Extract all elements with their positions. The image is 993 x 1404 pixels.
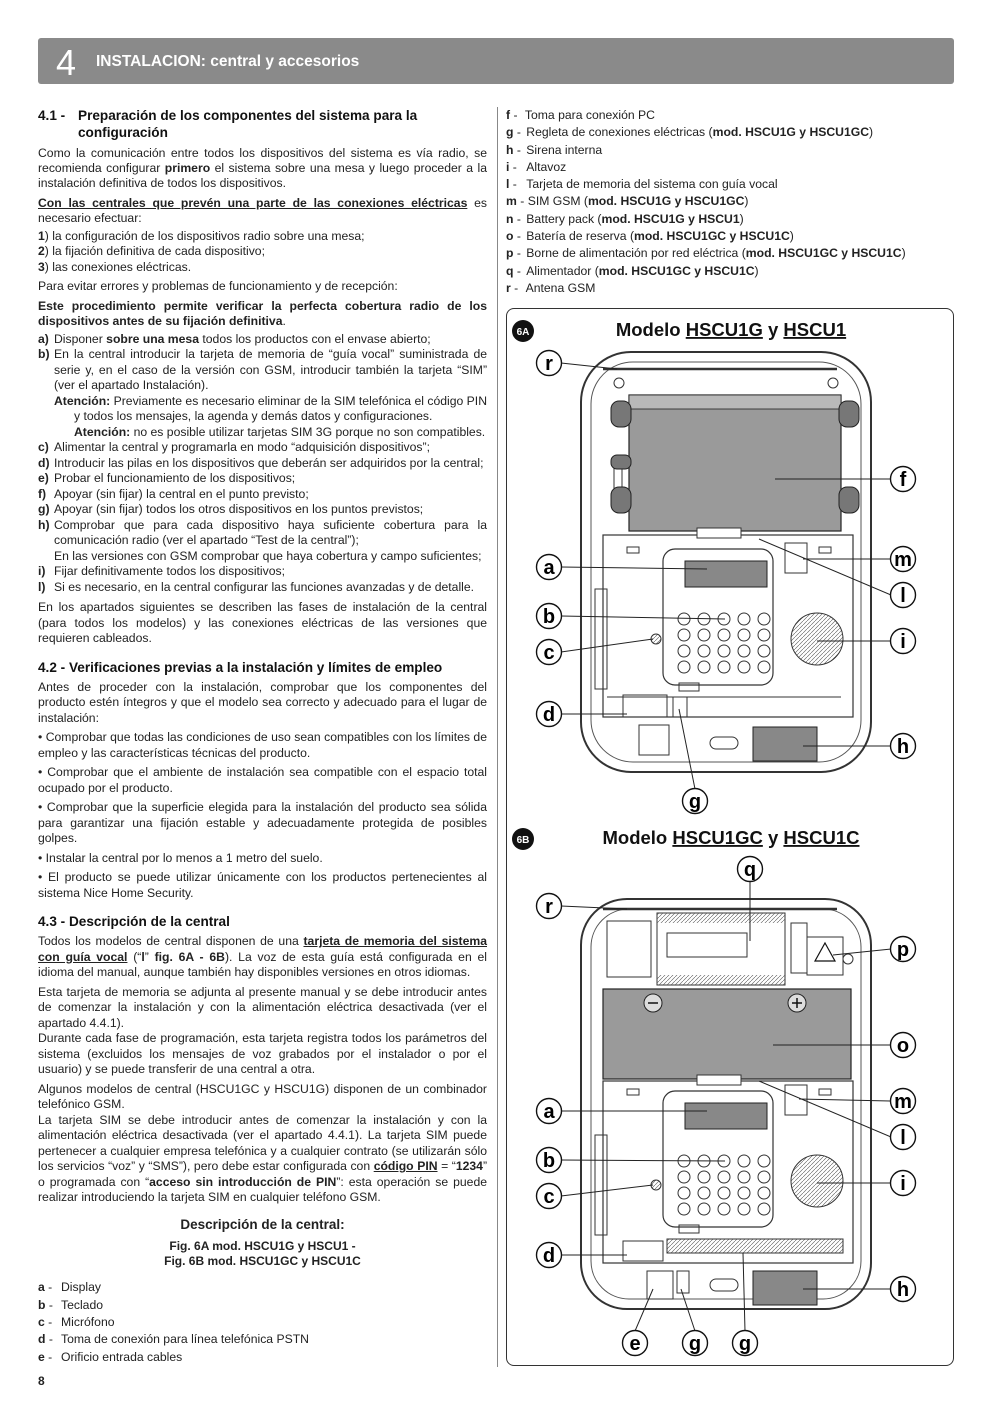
- figure-6b-title: Modelo HSCU1GC y HSCU1C: [602, 827, 860, 848]
- step-l: l) Si es necesario, en la central configurar las funciones avanzadas y de detalle.: [38, 579, 475, 594]
- step-d: d) Introducir las pilas en los dispositivos que deberán ser adquiridos por la central;: [38, 455, 484, 470]
- s41-steps: [38, 332, 487, 595]
- legend-item: n - Battery pack (mod. HSCU1G y HSCU1): [506, 211, 744, 226]
- left-column: [38, 107, 487, 1366]
- legend-item: e - Orificio entrada cables: [38, 1349, 183, 1364]
- svg-text:p: p: [896, 939, 910, 961]
- svg-text:m: m: [894, 1091, 912, 1113]
- legend-item: f - Toma para conexión PC: [506, 108, 655, 122]
- svg-text:h: h: [896, 1279, 910, 1301]
- list-item: 2) la fijación definitiva de cada dispositivo;: [38, 244, 265, 259]
- callout-i: [891, 1171, 916, 1196]
- legend-item: c - Micrófono: [38, 1315, 115, 1330]
- step-b-note-1: Atención: Previamente es necesario eliminar de la SIM telefónica el código PIN y todos los mensajes, la agenda y demás datos y configuraciones.: [54, 393, 487, 424]
- svg-text:q: q: [743, 859, 757, 881]
- memory-card-slot: [697, 1075, 741, 1085]
- speaker: [791, 1155, 843, 1207]
- svg-text:c: c: [543, 642, 555, 664]
- display: [685, 561, 767, 587]
- svg-text:c: c: [543, 1186, 555, 1208]
- power-supply-fins: [657, 913, 785, 923]
- figure-6a-badge: 6A: [516, 327, 530, 338]
- list-item: 3) las conexiones eléctricas.: [38, 259, 192, 274]
- bracket: [607, 921, 651, 977]
- list-item: 1) la configuración de los dispositivos radio sobre una mesa;: [38, 228, 365, 243]
- legend-item: l - Tarjeta de memoria del sistema con guía vocal: [506, 177, 778, 192]
- callout-f: [683, 789, 708, 814]
- svg-text:e: e: [629, 1333, 641, 1355]
- figure-6a: [512, 319, 916, 814]
- callout-c: [537, 1184, 562, 1209]
- step-b-note-2: Atención: no es posible utilizar tarjetas SIM 3G porque no son compatibles.: [74, 424, 486, 439]
- legend-left: [38, 1279, 487, 1366]
- step-g: g) Apoyar (sin fijar) todos los otros dispositivos en los puntos previstos;: [38, 502, 424, 517]
- battery-clip: [611, 487, 631, 513]
- bottom-slot: [710, 1279, 738, 1291]
- s42-paragraph-1: Antes de proceder con la instalación, comprobar que los componentes del producto estén íntegros y que el modelo sea correcto y adecuado para el lugar de instalación:: [38, 679, 487, 725]
- legend-item: r - Antena GSM: [506, 280, 596, 295]
- step-h: h) Comprobar que para cada dispositivo haya suficiente cobertura para la comunicación radio (ver el apartado “Test de la central”);: [38, 517, 487, 548]
- battery-clip: [611, 455, 631, 469]
- legend-item: i - Altavoz: [506, 159, 567, 174]
- board-led: [627, 547, 639, 553]
- callout-m: [891, 547, 916, 572]
- legend-item: h - Sirena interna: [506, 142, 603, 157]
- s43-paragraph-3: Durante cada fase de programación, esta tarjeta registra todos los parámetros del sistema (excluidos los mensajes de voz grabados por el instalador o por el usuario) y se puede transferir de una central a otra.: [38, 1031, 487, 1077]
- section-4-1-heading: 4.1 - Preparación de los componentes del sistema para la configuración: [38, 108, 418, 141]
- svg-text:b: b: [542, 1150, 556, 1172]
- svg-text:r: r: [545, 896, 553, 918]
- s41-paragraph-5: En los apartados siguientes se describen las fases de instalación de la central (para todos los modelos) y las conexiones eléctricas de las versiones que requieren cableados.: [38, 600, 487, 646]
- legend-right: [506, 107, 956, 297]
- step-a: a) Disponer sobre una mesa todos los productos con el envase abierto;: [38, 331, 431, 346]
- figure-box: [506, 308, 954, 1366]
- battery-clip: [611, 401, 631, 427]
- battery-pack: [629, 395, 841, 531]
- svg-text:a: a: [543, 1101, 555, 1123]
- s41-paragraph-2: Con las centrales que prevén una parte de las conexiones eléctricas es necesario efectuar:: [38, 195, 487, 226]
- siren: [753, 1271, 817, 1305]
- callout-h: [891, 1277, 916, 1302]
- step-c: c) Alimentar la central y programarla en modo “adquisición dispositivos”;: [38, 440, 430, 455]
- callout-d: [537, 1243, 562, 1268]
- callout-a: [537, 1099, 562, 1124]
- legend-item: a - Display: [38, 1280, 101, 1295]
- callout-o: [891, 1033, 916, 1058]
- right-column: [506, 107, 956, 297]
- s42-bullets: [38, 730, 487, 901]
- pc-socket: [677, 1271, 689, 1293]
- svg-text:i: i: [900, 1173, 906, 1195]
- s43-paragraph-2: Esta tarjeta de memoria se adjunta al presente manual y se debe introducir antes de comenzar la instalación y con la alimentación eléctrica desactivada (ver el apartado 4.4.1).: [38, 984, 487, 1030]
- power-supply: [657, 913, 785, 985]
- svg-text:l: l: [900, 585, 906, 607]
- legend-item: p - Borne de alimentación por red eléctrica (mod. HSCU1GC y HSCU1C): [506, 246, 906, 261]
- legend-item: b - Teclado: [38, 1297, 104, 1312]
- callout-l: [891, 1125, 916, 1150]
- s41-paragraph-3: Para evitar errores y problemas de funcionamiento y de recepción:: [38, 279, 398, 294]
- step-f: f) Apoyar (sin fijar) la central en el punto previsto;: [38, 486, 309, 501]
- callout-l: [891, 583, 916, 608]
- figure-caption-line-2: Fig. 6B mod. HSCU1GC y HSCU1C: [164, 1253, 361, 1268]
- svg-text:h: h: [896, 736, 910, 758]
- callout-b: [537, 1148, 562, 1173]
- s41-paragraph-4: Este procedimiento permite verificar la perfecta cobertura radio de los dispositivos antes de su fijación definitiva.: [38, 298, 487, 329]
- screw-hole: [614, 378, 624, 388]
- callout-r: [537, 351, 562, 376]
- legend-item: m - SIM GSM (mod. HSCU1G y HSCU1GC): [506, 194, 749, 209]
- memory-card-slot: [697, 528, 741, 538]
- speaker: [791, 613, 843, 665]
- legend-item: q - Alimentador (mod. HSCU1GC y HSCU1C): [506, 263, 759, 278]
- figure-6b-badge: 6B: [516, 835, 530, 846]
- page-number: 8: [38, 1374, 45, 1388]
- chapter-number: 4: [56, 42, 77, 83]
- svg-text:o: o: [896, 1035, 910, 1057]
- bullet-item: • Comprobar que el ambiente de instalación sea compatible con el espacio total ocupado por el producto.: [38, 765, 487, 795]
- s43-paragraph-4: Algunos modelos de central (HSCU1GC y HSCU1G) disponen de un combinador telefónico GSM.: [38, 1081, 487, 1112]
- chapter-title: INSTALACION: central y accesorios: [96, 53, 360, 70]
- step-e: e) Probar el funcionamiento de los dispositivos;: [38, 471, 296, 486]
- step-b: b) En la central introducir la tarjeta de memoria de “guía vocal” suministrada de serie y, en el caso de la versión con GSM, introducir también la tarjeta “SIM” (ver el apartado Instalación).: [38, 347, 487, 393]
- display: [685, 1103, 767, 1129]
- callout-r: [537, 894, 562, 919]
- legend-item: d - Toma de conexión para línea telefónica PSTN: [38, 1332, 309, 1347]
- svg-text:m: m: [894, 549, 912, 571]
- svg-text:f: f: [899, 469, 907, 491]
- figure-6a-title: Modelo HSCU1G y HSCU1: [615, 319, 847, 340]
- battery-pack-top: [629, 395, 841, 409]
- mains-screw: [843, 954, 853, 964]
- board-led: [819, 547, 831, 553]
- svg-text:a: a: [543, 557, 555, 579]
- callout-a: [537, 555, 562, 580]
- description-title: Descripción de la central:: [180, 1216, 345, 1232]
- legend-item: o - Batería de reserva (mod. HSCU1GC y HSCU1C): [506, 229, 794, 244]
- bullet-item: • Instalar la central por lo menos a 1 metro del suelo.: [38, 850, 323, 865]
- section-4-3-heading: 4.3 - Descripción de la central: [38, 914, 230, 930]
- svg-text:l: l: [900, 1127, 906, 1149]
- fuse: [791, 923, 807, 973]
- bullet-item: • Comprobar que todas las condiciones de uso sean compatibles con los límites de empleo y las características técnicas del producto.: [38, 730, 487, 760]
- bottom-slot: [710, 737, 738, 749]
- callout-g: [733, 1331, 758, 1356]
- figure-6b: [512, 827, 916, 1356]
- callout-p: [891, 937, 916, 962]
- left-rail: [595, 589, 607, 689]
- s41-numbered-list: [38, 229, 487, 275]
- callout-n: [891, 467, 916, 492]
- step-h-note: En las versiones con GSM comprobar que haya cobertura y campo suficientes;: [54, 548, 482, 563]
- bullet-item: • El producto se puede utilizar únicamente con los productos pertenecientes al sistema Nice Home Security.: [38, 870, 487, 900]
- svg-text:d: d: [542, 1245, 556, 1267]
- svg-text:i: i: [900, 631, 906, 653]
- siren: [753, 727, 817, 761]
- screw-hole: [828, 378, 838, 388]
- callout-d: [537, 702, 562, 727]
- s43-paragraph-1: Todos los modelos de central disponen de una tarjeta de memoria del sistema con guía vocal (“l” fig. 6A - 6B). La voz de esta guía está configurada en el idioma del manual, aunque también hay disponibles versiones en otros idiomas.: [38, 934, 487, 980]
- board-led: [819, 1089, 831, 1095]
- callout-m: [891, 1089, 916, 1114]
- callout-f: [683, 1331, 708, 1356]
- callout-b: [537, 604, 562, 629]
- cable-entry: [639, 725, 669, 755]
- power-supply-fins: [657, 975, 785, 985]
- svg-text:g: g: [688, 1333, 702, 1355]
- section-4-2-heading: 4.2 - Verificaciones previas a la instalación y límites de empleo: [38, 659, 443, 675]
- s41-paragraph-1: Como la comunicación entre todos los dispositivos del sistema es vía radio, se recomienda configurar primero el sistema sobre una mesa y luego proceder a la instalación definitiva de todos los dispositivos.: [38, 145, 487, 191]
- callout-i: [891, 629, 916, 654]
- legend-item: g - Regleta de conexiones eléctricas (mod. HSCU1G y HSCU1GC): [506, 125, 874, 140]
- battery-clip: [839, 487, 859, 513]
- callout-e: [623, 1331, 648, 1356]
- step-i: i) Fijar definitivamente todos los dispositivos;: [38, 564, 285, 579]
- battery-clip: [839, 401, 859, 427]
- figure-caption-line-1: Fig. 6A mod. HSCU1G y HSCU1 -: [169, 1238, 356, 1253]
- callout-h: [891, 734, 916, 759]
- figure-drawings: [507, 309, 955, 1367]
- svg-text:b: b: [542, 606, 556, 628]
- callout-q: [738, 857, 763, 882]
- chapter-header: [38, 38, 954, 84]
- column-divider: [497, 107, 498, 1367]
- terminal-strip: [667, 1239, 843, 1253]
- callout-c: [537, 640, 562, 665]
- s43-paragraph-5: La tarjeta SIM se debe introducir antes de comenzar la instalación y con la alimentación eléctrica desactivada (ver el apartado 4.4.1). La tarjeta SIM puede pertenecer a cualquier empresa telefónica y a cualquier contrato (se utilizarán sólo los servicios “voz” y “SMS”), pero debe estar configurada con código PIN = “1234” o programada con “acceso sin introducción de PIN”: esta operación se puede realizar introduciendo la tarjeta SIM en cualquier teléfono GSM.: [38, 1112, 487, 1205]
- pstn-socket: [623, 1241, 663, 1261]
- svg-text:g: g: [738, 1333, 752, 1355]
- pstn-socket: [623, 695, 667, 717]
- left-rail: [595, 1135, 607, 1235]
- reserve-battery: [603, 989, 851, 1079]
- board-led: [627, 1089, 639, 1095]
- svg-text:r: r: [545, 353, 553, 375]
- bullet-item: • Comprobar que la superficie elegida para la instalación del producto sea sólida para garantizar una fijación estable y adecuadamente protegida de posibles golpes.: [38, 800, 487, 846]
- svg-text:g: g: [688, 791, 702, 813]
- svg-text:d: d: [542, 704, 556, 726]
